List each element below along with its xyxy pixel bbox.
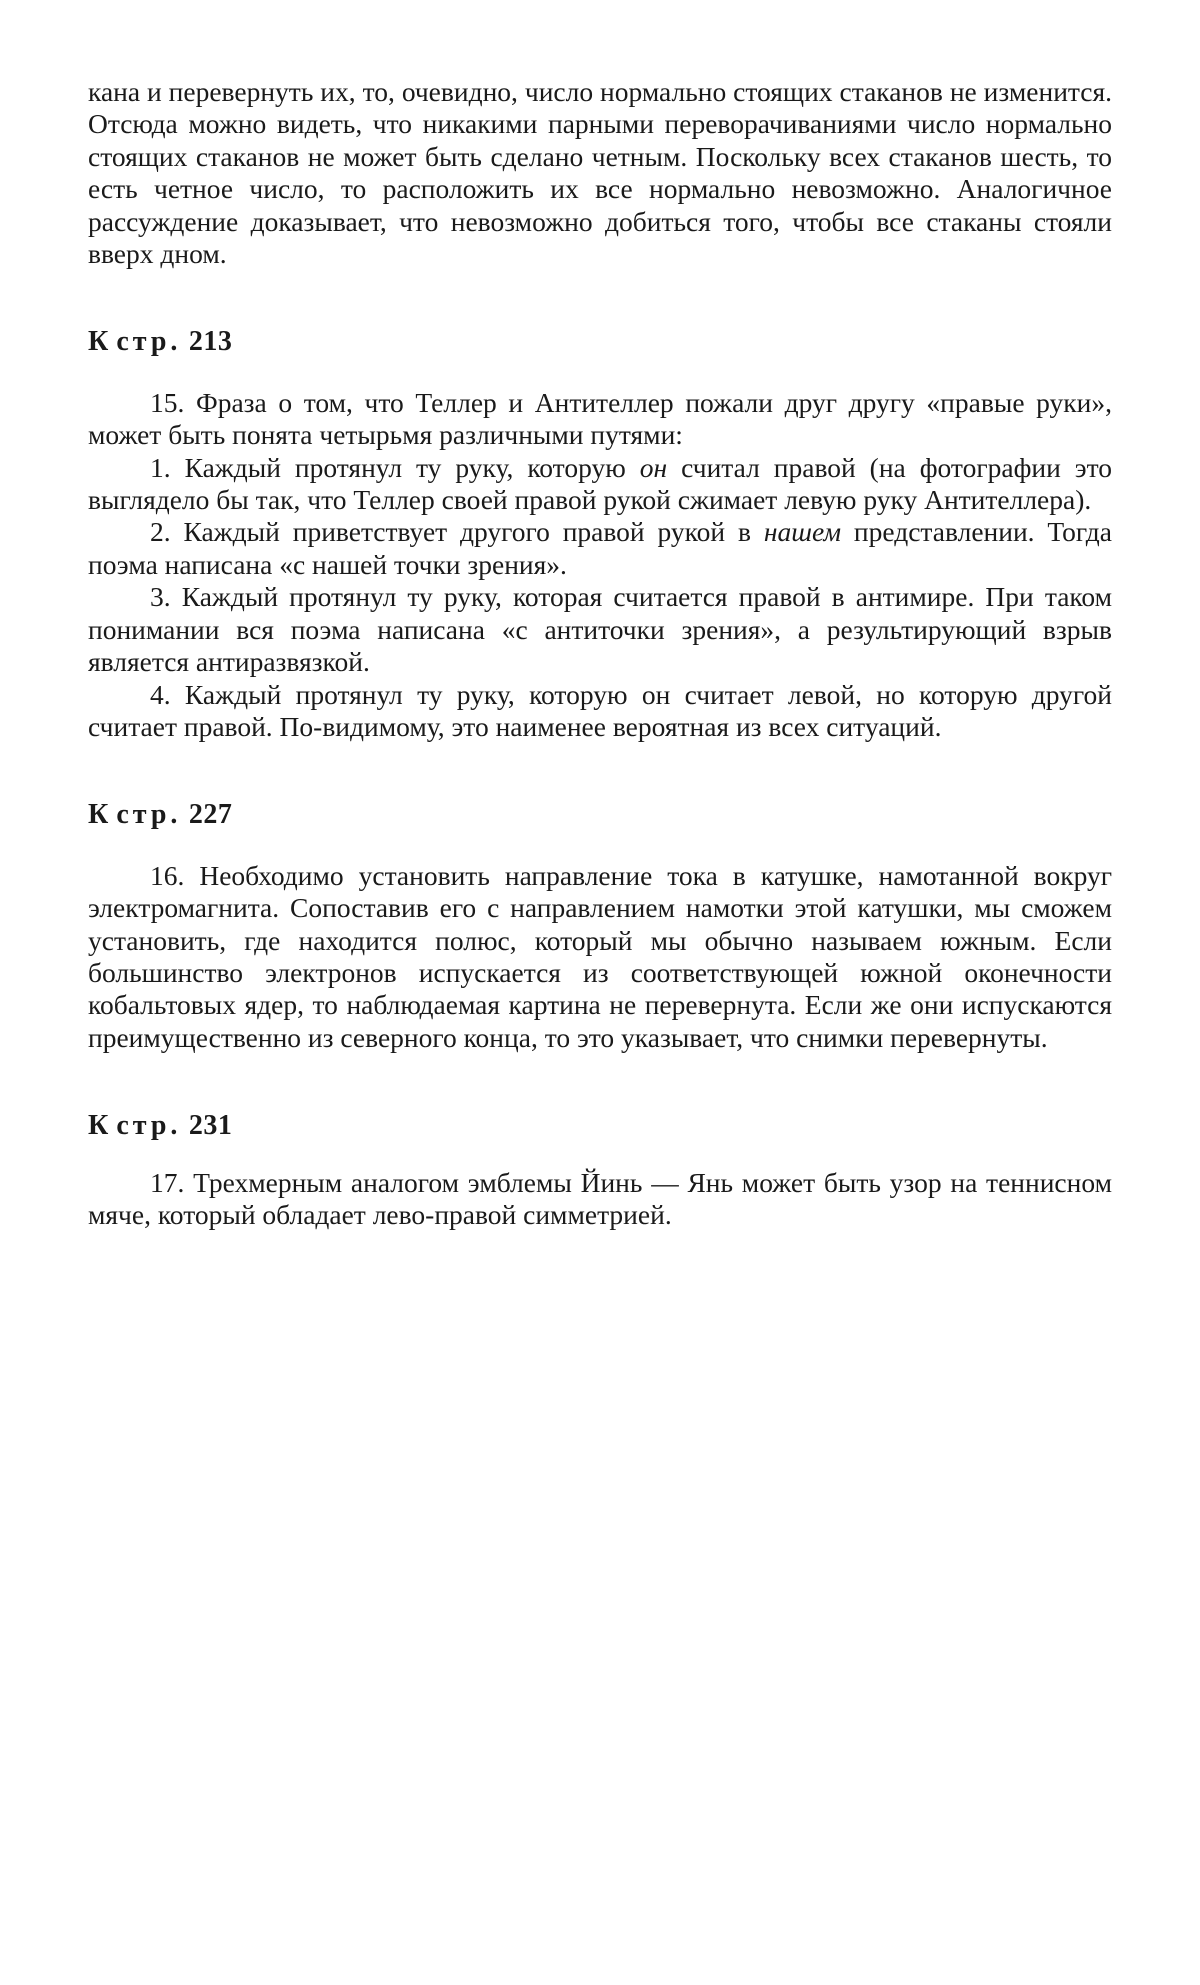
note-15-item-3: 3. Каждый протянул ту руку, которая считается правой в антимире. При таком понимании вся поэма написана «с антиточки зрения», а результирующий взрыв является антиразвязкой. xyxy=(88,581,1112,678)
note-17-paragraph: 17. Трехмерным аналогом эмблемы Йинь — Янь может быть узор на теннисном мяче, который обладает лево-правой симметрией. xyxy=(88,1167,1112,1232)
section-heading xyxy=(88,326,1112,358)
italic-word: он xyxy=(640,452,667,483)
heading-page-word: стр. xyxy=(116,326,181,357)
heading-prefix: К xyxy=(88,326,109,357)
note-15-item-4: 4. Каждый протянул ту руку, которую он считает левой, но которую другой считает правой. По-видимому, это наименее вероятная из всех ситуаций. xyxy=(88,679,1112,744)
section-heading xyxy=(88,799,1112,831)
item-text: считал правой (на фотографии это выглядело бы так, что Теллер своей правой рукой сжимает левую руку Антителлера). xyxy=(88,452,1112,515)
note-16-paragraph: 16. Необходимо установить направление тока в катушке, намотанной вокруг электромагнита. Сопоставив его с направлением намотки этой катушки, мы сможем установить, где находится полюс, который мы обычно называем южным. Если большинство электронов испускается из соответствующей южной оконечности кобальтовых ядер, то наблюдаемая картина не перевернута. Если же они испускаются преимущественно из северного конца, то это указывает, что снимки перевернуты. xyxy=(88,860,1112,1054)
heading-prefix: К xyxy=(88,799,109,830)
heading-page-word: стр. xyxy=(116,1110,181,1141)
heading-page-number: 227 xyxy=(189,799,233,830)
item-text: представлении. Тогда поэма написана «с нашей точки зрения». xyxy=(88,516,1112,579)
book-page xyxy=(88,76,1112,1231)
item-text: 1. Каждый протянул ту руку, которую xyxy=(150,452,640,483)
heading-page-number: 213 xyxy=(189,326,233,357)
italic-word: нашем xyxy=(764,516,841,547)
intro-paragraph: кана и перевернуть их, то, очевидно, число нормально стоящих стаканов не изменится. Отсюда можно видеть, что никакими парными переворачиваниями число нормально стоящих стаканов не может быть сделано четным. Поскольку всех стаканов шесть, то есть четное число, то расположить их все нормально невозможно. Аналогичное рассуждение доказывает, что невозможно добиться того, чтобы все стаканы стояли вверх дном. xyxy=(88,76,1112,270)
heading-page-number: 231 xyxy=(189,1110,233,1141)
section-heading xyxy=(88,1110,1112,1142)
note-15-paragraph: 15. Фраза о том, что Теллер и Антителлер пожали друг другу «правые руки», может быть понята четырьмя различными путями: xyxy=(88,387,1112,452)
heading-prefix: К xyxy=(88,1110,109,1141)
item-text: 2. Каждый приветствует другого правой рукой в xyxy=(150,516,764,547)
section-p213 xyxy=(88,326,1112,743)
section-p227 xyxy=(88,799,1112,1054)
section-p231 xyxy=(88,1110,1112,1231)
note-15-item-1 xyxy=(88,452,1112,517)
heading-page-word: стр. xyxy=(116,799,181,830)
note-15-item-2 xyxy=(88,516,1112,581)
